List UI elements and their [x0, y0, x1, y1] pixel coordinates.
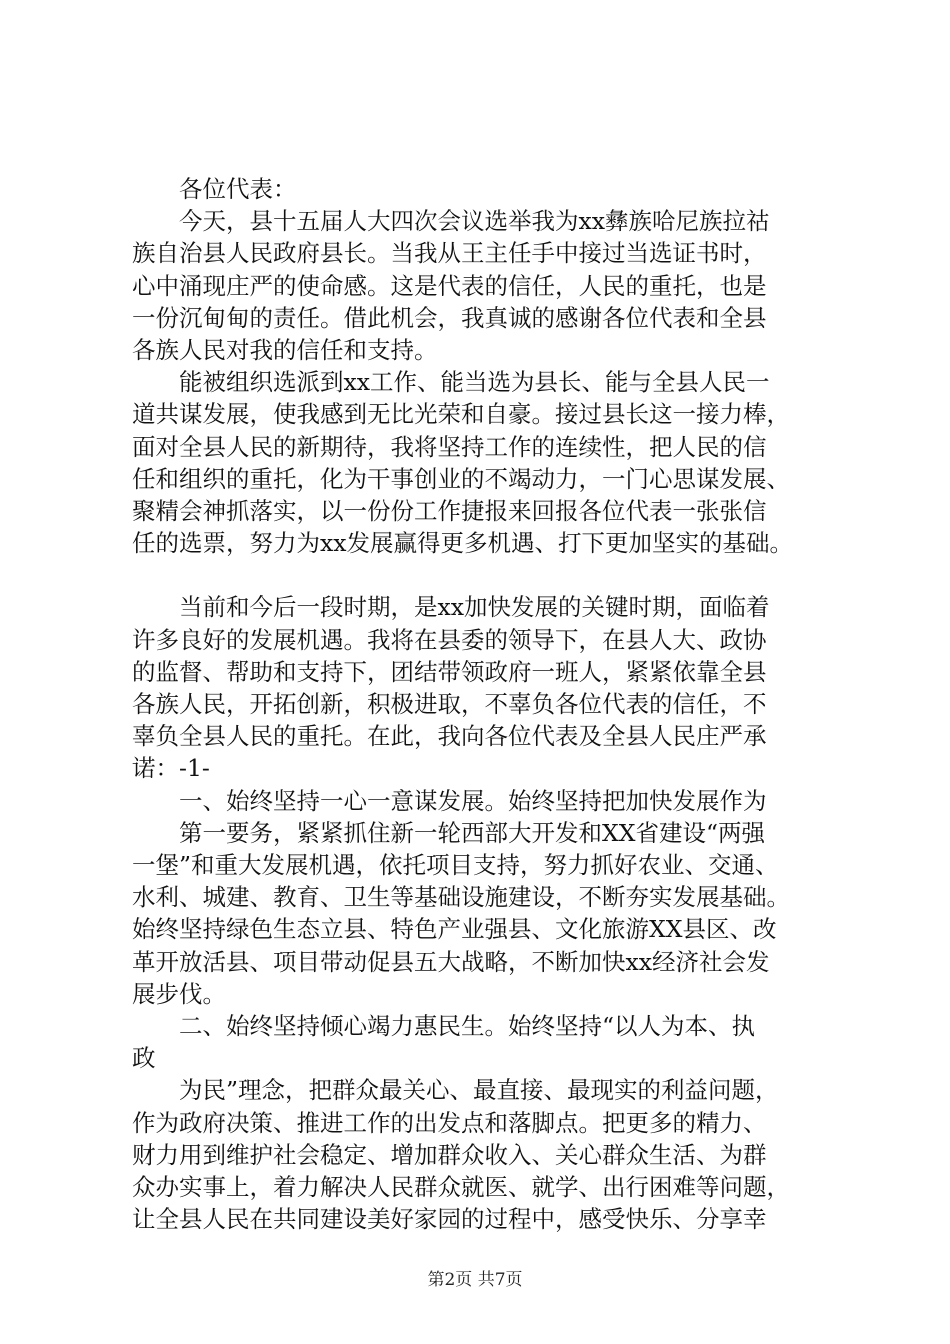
text-line: 作为政府决策、推进工作的出发点和落脚点。把更多的精力、: [132, 1108, 767, 1137]
text-line: 政: [132, 1044, 156, 1073]
text-line: 今天，县十五届人大四次会议选举我为xx彝族哈尼族拉祜: [132, 207, 770, 236]
text-line: 水利、城建、教育、卫生等基础设施建设，不断夯实发展基础。: [132, 883, 790, 912]
text-line: 能被组织选派到xx工作、能当选为县长、能与全县人民一: [132, 368, 770, 397]
paragraph-gap: [132, 559, 852, 591]
text-line: 展步伐。: [132, 979, 226, 1008]
text-line: 各族人民，开拓创新，积极进取，不辜负各位代表的信任，不: [132, 690, 767, 719]
text-line: 族自治县人民政府县长。当我从王主任手中接过当选证书时，: [132, 239, 767, 268]
text-line: 为民”理念，把群众最关心、最直接、最现实的利益问题，: [132, 1076, 779, 1105]
text-line: 道共谋发展，使我感到无比光荣和自豪。接过县长这一接力棒，: [132, 400, 790, 429]
text-line: 辜负全县人民的重托。在此，我向各位代表及全县人民庄严承: [132, 722, 767, 751]
text-line: 当前和今后一段时期，是xx加快发展的关键时期，面临着: [132, 593, 770, 622]
text-line: 各族人民对我的信任和支持。: [132, 336, 438, 365]
text-line: 一堡”和重大发展机遇，依托项目支持，努力抓好农业、交通、: [132, 851, 779, 880]
text-line: 任的选票，努力为xx发展赢得更多机遇、打下更加坚实的基础。: [132, 529, 794, 558]
text-line: 一、始终坚持一心一意谋发展。始终坚持把加快发展作为: [132, 786, 767, 815]
text-line: 二、始终坚持倾心竭力惠民生。始终坚持“以人为本、执: [132, 1012, 756, 1041]
text-line: 革开放活县、项目带动促县五大战略，不断加快xx经济社会发: [132, 947, 770, 976]
text-line: 任和组织的重托，化为干事创业的不竭动力，一门心思谋发展、: [132, 464, 790, 493]
text-line: 诺：-1-: [132, 754, 210, 783]
text-line: 面对全县人民的新期待，我将坚持工作的连续性，把人民的信: [132, 432, 767, 461]
text-line: 第一要务，紧紧抓住新一轮西部大开发和XX省建设“两强: [132, 818, 765, 847]
text-line: 各位代表：: [132, 175, 297, 203]
text-line: 许多良好的发展机遇。我将在县委的领导下，在县人大、政协: [132, 625, 767, 654]
page-number: 第2页 共7页: [427, 1270, 523, 1290]
text-line: 让全县人民在共同建设美好家园的过程中，感受快乐、分享幸: [132, 1205, 767, 1234]
text-line: 始终坚持绿色生态立县、特色产业强县、文化旅游XX县区、改: [132, 915, 777, 944]
text-line: 一份沉甸甸的责任。借此机会，我真诚的感谢各位代表和全县: [132, 303, 767, 332]
page-footer: [0, 1269, 950, 1291]
text-line: 财力用到维护社会稳定、增加群众收入、关心群众生活、为群: [132, 1140, 767, 1169]
text-line: 的监督、帮助和支持下，团结带领政府一班人，紧紧依靠全县: [132, 657, 767, 686]
text-line: 聚精会神抓落实，以一份份工作捷报来回报各位代表一张张信: [132, 497, 767, 526]
text-line: 心中涌现庄严的使命感。这是代表的信任，人民的重托，也是: [132, 271, 767, 300]
document-body: [132, 173, 852, 1236]
text-line: 众办实事上，着力解决人民群众就医、就学、出行困难等问题，: [132, 1173, 790, 1202]
